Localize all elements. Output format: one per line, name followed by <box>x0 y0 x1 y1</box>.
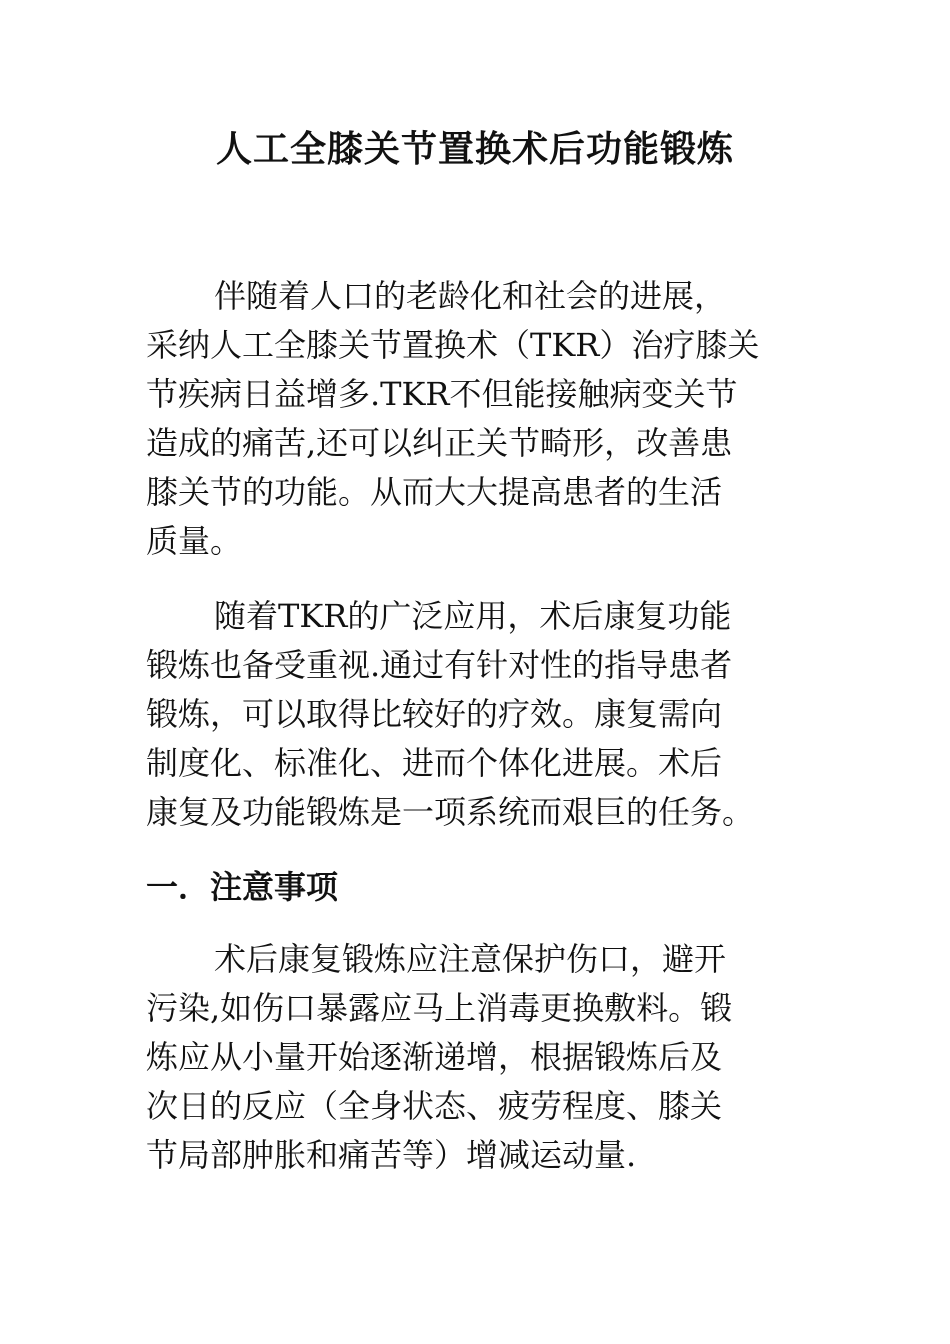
paragraph-line: 炼应从小量开始逐渐递增，根据锻炼后及 <box>146 1038 723 1076</box>
paragraph-line: 节疾病日益增多.TKR不但能接触病变关节 <box>146 375 738 413</box>
paragraph-line: 制度化、标准化、进而个体化进展。术后 <box>146 744 723 782</box>
paragraph-rehab <box>146 592 806 837</box>
paragraph-line: 节局部肿胀和痛苦等）增减运动量. <box>146 1136 637 1174</box>
paragraph-line: 膝关节的功能。从而大大提高患者的生活 <box>146 473 723 511</box>
paragraph-line: 锻炼也备受重视.通过有针对性的指导患者 <box>146 646 733 684</box>
paragraph-line: 造成的痛苦,还可以纠正关节畸形，改善患 <box>146 424 733 462</box>
document-title: 人工全膝关节置换术后功能锻炼 <box>215 129 734 170</box>
paragraph-line: 质量。 <box>146 522 243 560</box>
paragraph-line: 次日的反应（全身状态、疲劳程度、膝关 <box>146 1087 723 1125</box>
paragraph-line: 康复及功能锻炼是一项系统而艰巨的任务。 <box>146 793 755 831</box>
paragraph-line: 锻炼，可以取得比较好的疗效。康复需向 <box>146 695 723 733</box>
paragraph-precautions <box>146 935 806 1180</box>
paragraph-line: 污染,如伤口暴露应马上消毒更换敷料。锻 <box>146 989 733 1027</box>
paragraph-line: 伴随着人口的老龄化和社会的进展， <box>214 277 727 315</box>
paragraph-line: 采纳人工全膝关节置换术（TKR）治疗膝关 <box>146 326 760 364</box>
paragraph-intro <box>146 272 806 566</box>
section-heading-precautions: 一．注意事项 <box>146 868 339 906</box>
paragraph-line: 术后康复锻炼应注意保护伤口，避开 <box>214 940 727 978</box>
paragraph-line: 随着TKR的广泛应用，术后康复功能 <box>214 597 732 635</box>
